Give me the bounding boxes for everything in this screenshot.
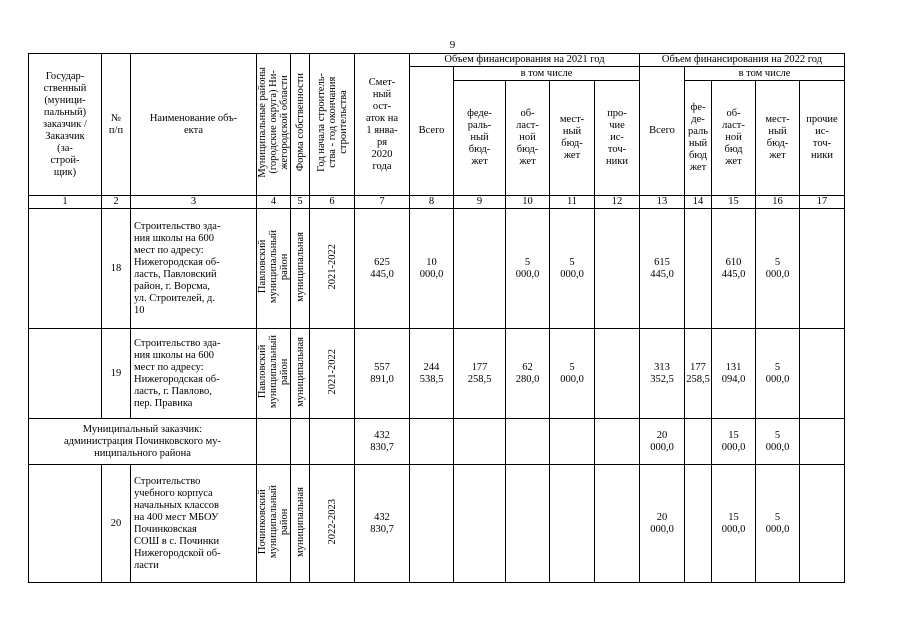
header-federal-2022: фе- де- раль ный бюд жет [685, 81, 712, 196]
row-total-2022: 313 352,5 [640, 329, 685, 419]
header-regional-2021: об- ласт- ной бюд- жет [506, 81, 550, 196]
row-customer [29, 209, 102, 329]
row-other-2021 [595, 209, 640, 329]
row-local-2022: 5 000,0 [756, 465, 800, 583]
row-other-2021 [595, 329, 640, 419]
col-number: 12 [595, 196, 640, 209]
subtotal-regional-2022: 15 000,0 [712, 419, 756, 465]
col-number: 17 [800, 196, 845, 209]
empty-cell [595, 465, 640, 583]
empty-cell [550, 465, 595, 583]
row-customer [29, 465, 102, 583]
col-number: 10 [506, 196, 550, 209]
header-fin-2022: Объем финансирования на 2022 год [640, 54, 845, 67]
row-object-name: Строительство зда- ния школы на 600 мест по адресу: Нижегородская об- ласть, г. Павлово, пер. Правика [131, 329, 257, 419]
row-district: Павловский муниципальный район [257, 329, 291, 419]
header-total-2021: Всего [410, 67, 454, 196]
header-years: Год начала строитель- ства - год окончания строительства [310, 54, 355, 196]
table-row [29, 329, 845, 419]
header-including-2022: в том числе [685, 67, 845, 81]
row-estimate: 557 891,0 [355, 329, 410, 419]
col-number: 4 [257, 196, 291, 209]
row-estimate: 432 830,7 [355, 465, 410, 583]
header-num: № п/п [102, 54, 131, 196]
table-row [29, 465, 845, 583]
col-number: 11 [550, 196, 595, 209]
header-local-2022: мест- ный бюд- жет [756, 81, 800, 196]
row-local-2021: 5 000,0 [550, 209, 595, 329]
col-number: 1 [29, 196, 102, 209]
empty-cell [685, 465, 712, 583]
row-total-2022: 20 000,0 [640, 465, 685, 583]
customer-subtotal-label: Муниципальный заказчик: администрация Починковского му- ниципального района [29, 419, 257, 465]
col-number: 14 [685, 196, 712, 209]
row-total-2021: 244 538,5 [410, 329, 454, 419]
col-number: 8 [410, 196, 454, 209]
financing-table [28, 53, 845, 583]
row-regional-2022: 610 445,0 [712, 209, 756, 329]
empty-cell [506, 419, 550, 465]
header-other-2021: про- чие ис- точ- ники [595, 81, 640, 196]
column-numbers-row [29, 196, 845, 209]
row-ownership: муниципальная [291, 209, 310, 329]
header-total-2022: Всего [640, 67, 685, 196]
col-number: 2 [102, 196, 131, 209]
row-years: 2021-2022 [310, 329, 355, 419]
row-local-2022: 5 000,0 [756, 329, 800, 419]
row-years: 2022-2023 [310, 465, 355, 583]
empty-cell [550, 419, 595, 465]
empty-cell [257, 419, 291, 465]
header-including-2021: в том числе [454, 67, 640, 81]
empty-cell [800, 419, 845, 465]
subtotal-total-2022: 20 000,0 [640, 419, 685, 465]
page-number: 9 [449, 39, 456, 51]
row-local-2021: 5 000,0 [550, 329, 595, 419]
empty-cell [595, 419, 640, 465]
empty-cell [310, 419, 355, 465]
customer-subtotal-row [29, 419, 845, 465]
empty-cell [506, 465, 550, 583]
empty-cell [800, 465, 845, 583]
header-object-name: Наименование объ- екта [131, 54, 257, 196]
header-federal-2021: феде- раль- ный бюд- жет [454, 81, 506, 196]
empty-cell [410, 419, 454, 465]
row-object-name: Строительство зда- ния школы на 600 мест по адресу: Нижегородская об- ласть, Павловский район, г. Ворсма, ул. Строителей, д. 10 [131, 209, 257, 329]
row-years: 2021-2022 [310, 209, 355, 329]
col-number: 9 [454, 196, 506, 209]
row-federal-2022: 177 258,5 [685, 329, 712, 419]
row-ownership: муниципальная [291, 329, 310, 419]
subtotal-estimate: 432 830,7 [355, 419, 410, 465]
header-customer: Государ- ственный (муници- пальный) заказчик / Заказчик (за- строй- щик) [29, 54, 102, 196]
row-district: Павловский муниципальный район [257, 209, 291, 329]
row-total-2022: 615 445,0 [640, 209, 685, 329]
header-estimate: Смет- ный ост- аток на 1 янва- ря 2020 года [355, 54, 410, 196]
row-num: 19 [102, 329, 131, 419]
row-federal-2021: 177 258,5 [454, 329, 506, 419]
header-regional-2022: об- ласт- ной бюд жет [712, 81, 756, 196]
row-estimate: 625 445,0 [355, 209, 410, 329]
row-federal-2022 [685, 209, 712, 329]
row-customer [29, 329, 102, 419]
row-num: 20 [102, 465, 131, 583]
empty-cell [410, 465, 454, 583]
row-regional-2022: 131 094,0 [712, 329, 756, 419]
col-number: 7 [355, 196, 410, 209]
col-number: 13 [640, 196, 685, 209]
row-regional-2021: 5 000,0 [506, 209, 550, 329]
row-regional-2021: 62 280,0 [506, 329, 550, 419]
subtotal-local-2022: 5 000,0 [756, 419, 800, 465]
header-fin-2021: Объем финансирования на 2021 год [410, 54, 640, 67]
header-other-2022: прочие ис- точ- ники [800, 81, 845, 196]
header-districts: Муниципальные районы (городские округа) Ни- жегородской области [257, 54, 291, 196]
empty-cell [454, 419, 506, 465]
row-other-2022 [800, 209, 845, 329]
row-other-2022 [800, 329, 845, 419]
col-number: 6 [310, 196, 355, 209]
row-object-name: Строительство учебного корпуса начальных классов на 400 мест МБОУ Починковская СОШ в с. Починки Нижегородской об- ласти [131, 465, 257, 583]
header-ownership: Форма собственности [291, 54, 310, 196]
row-total-2021: 10 000,0 [410, 209, 454, 329]
row-local-2022: 5 000,0 [756, 209, 800, 329]
col-number: 5 [291, 196, 310, 209]
empty-cell [685, 419, 712, 465]
header-local-2021: мест- ный бюд- жет [550, 81, 595, 196]
row-regional-2022: 15 000,0 [712, 465, 756, 583]
col-number: 16 [756, 196, 800, 209]
empty-cell [291, 419, 310, 465]
row-district: Починковский муниципальный район [257, 465, 291, 583]
col-number: 3 [131, 196, 257, 209]
empty-cell [454, 465, 506, 583]
row-federal-2021 [454, 209, 506, 329]
col-number: 15 [712, 196, 756, 209]
table-row [29, 209, 845, 329]
row-ownership: муниципальная [291, 465, 310, 583]
row-num: 18 [102, 209, 131, 329]
